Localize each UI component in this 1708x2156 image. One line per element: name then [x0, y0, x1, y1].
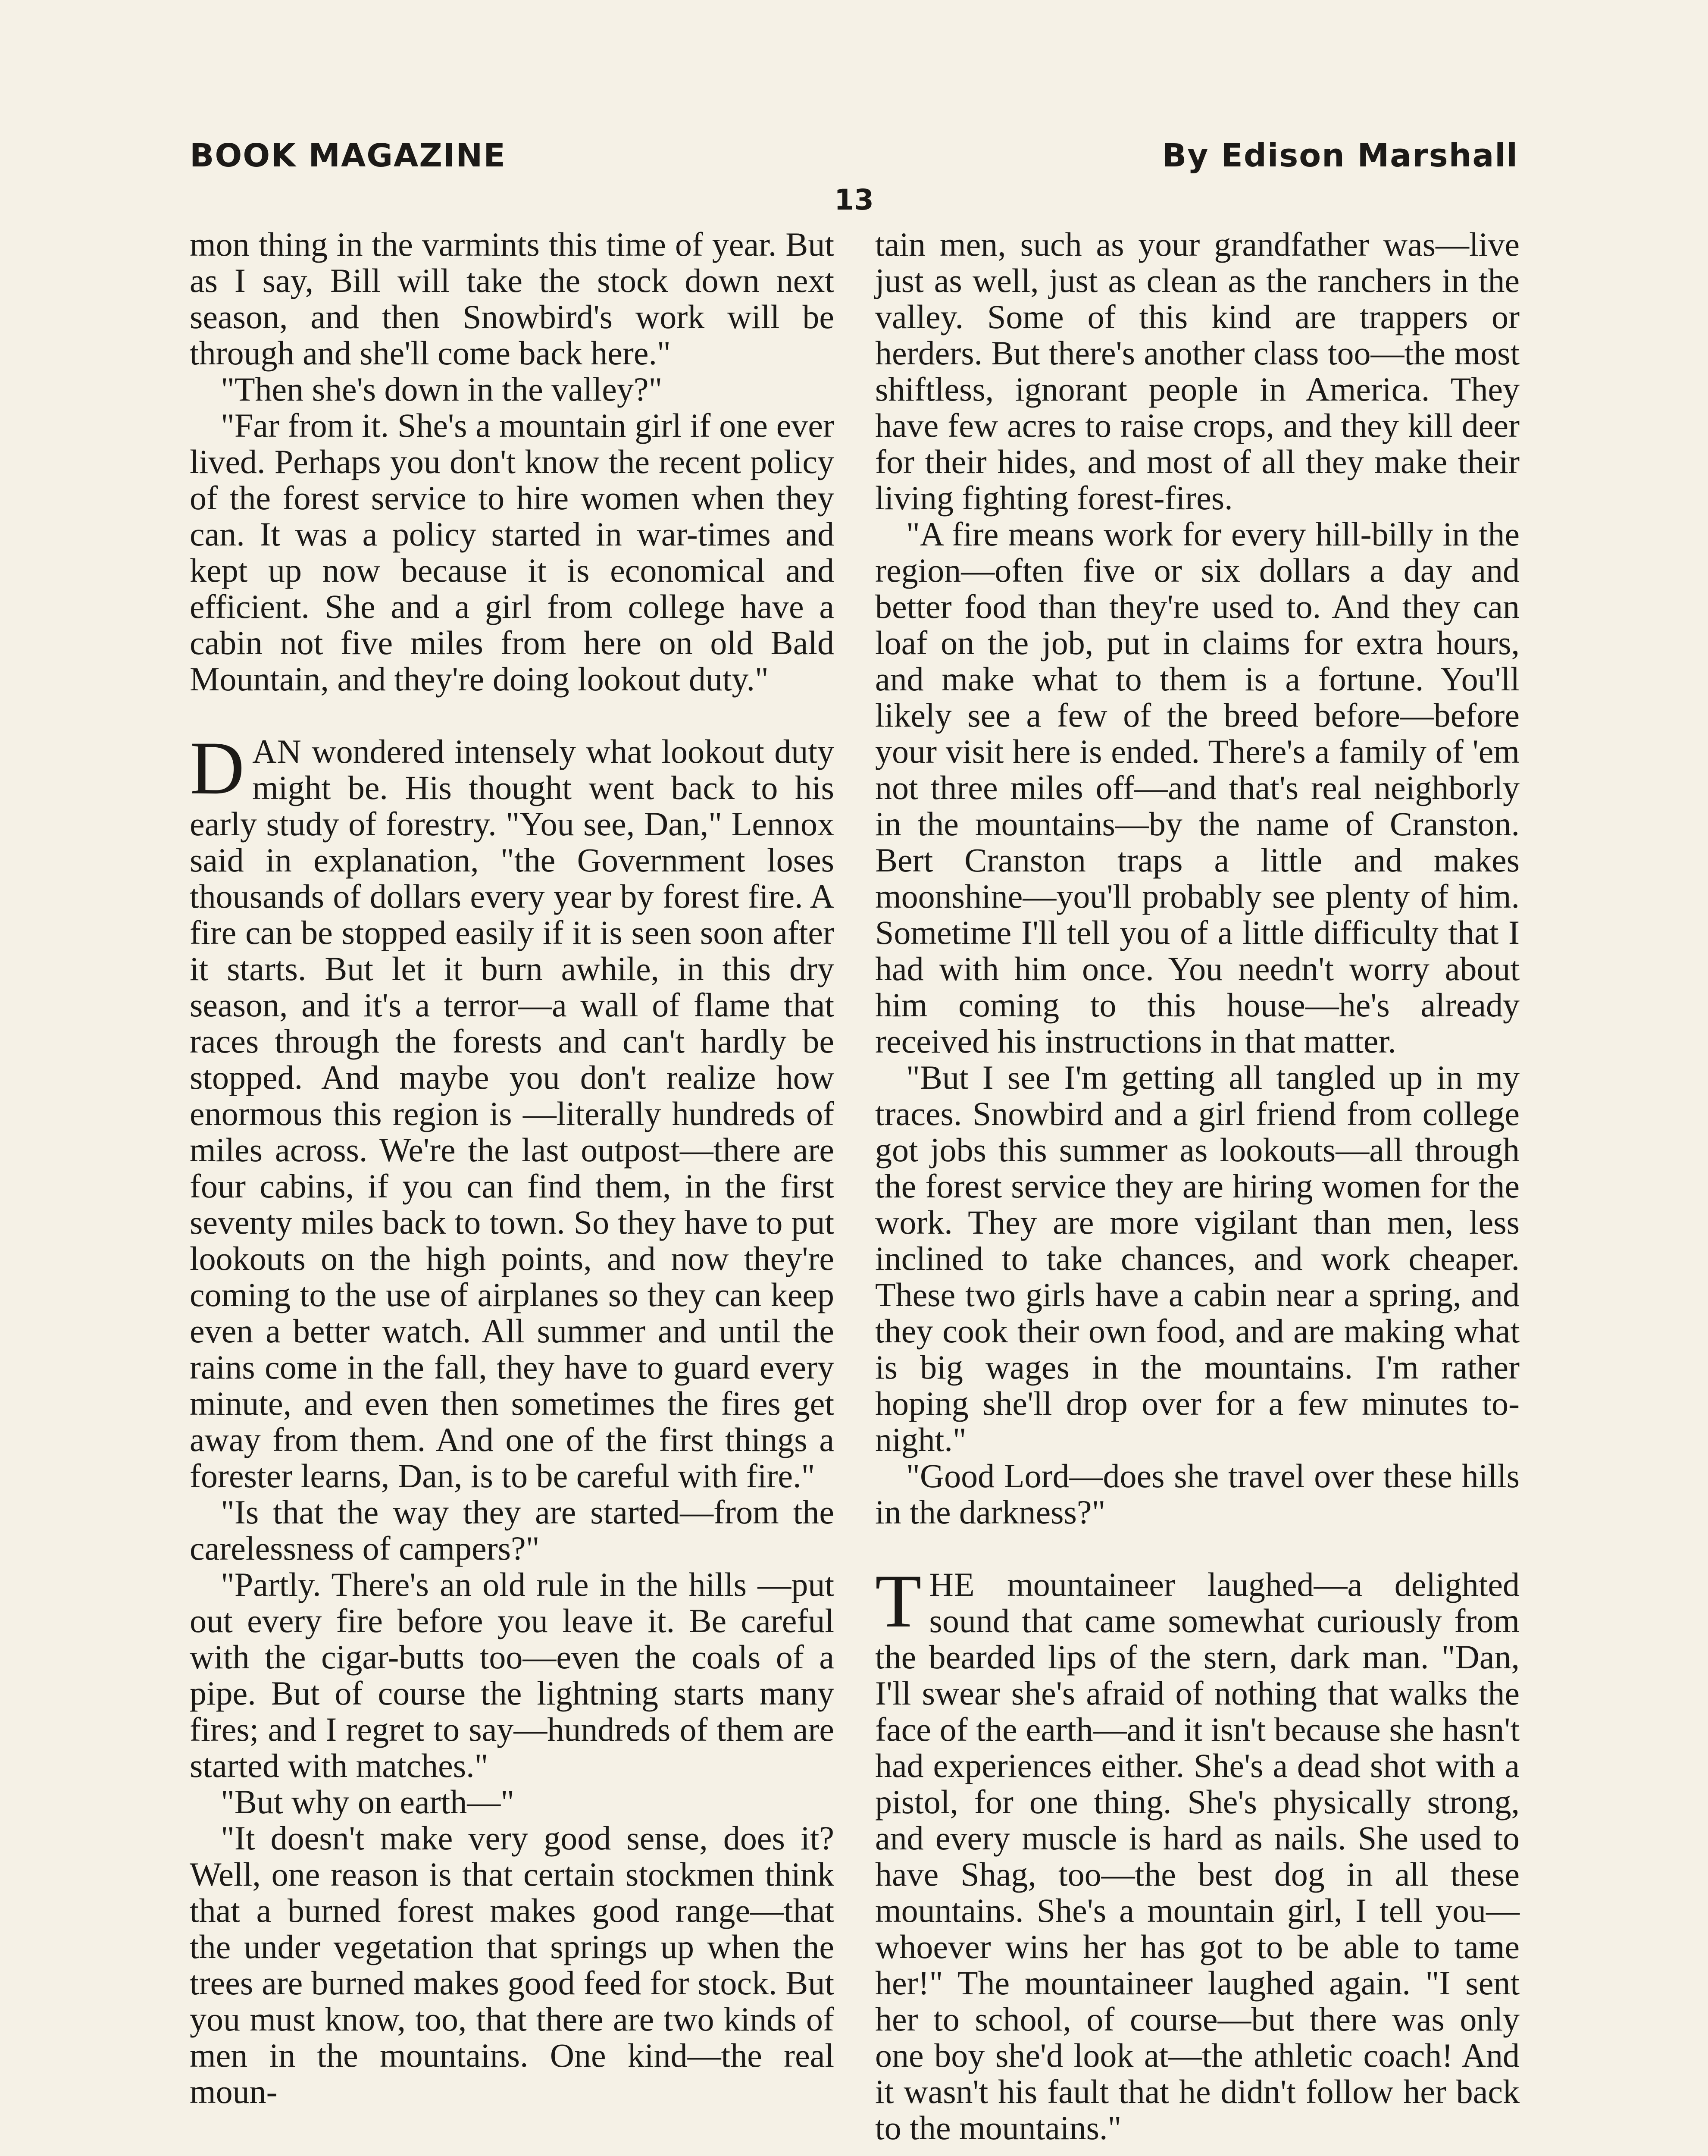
author-byline: By Edison Marshall	[1162, 137, 1518, 174]
paragraph: "Is that the way they are started—from the carelessness of campers?"	[190, 1493, 834, 1567]
small-caps-lead: HE	[929, 1566, 975, 1603]
section-paragraph	[875, 1559, 1520, 2147]
paragraph: "But why on earth—"	[221, 1783, 515, 1821]
left-column	[190, 226, 834, 2110]
magazine-title: BOOK MAGAZINE	[190, 137, 506, 174]
paragraph: "Then she's down in the valley?"	[221, 370, 663, 408]
paragraph: "Partly. There's an old rule in the hills —put out every fire before you leave it. Be careful with the cigar-butts too—even the coals of a pipe. But of course the lightning starts many fires; and I regret to say—hundreds of them are started with matches."	[190, 1566, 834, 1784]
paragraph-text: wondered intensely what lookout duty might be. His thought went back to his early study of forestry. "You see, Dan," Lennox said in explanation, "the Government loses thousands of dollars every year by forest fire. A fire can be stopped easily if it is seen soon after it starts. But let it burn awhile, in this dry season, and it's a terror—a wall of flame that races through the forests and can't hardly be stopped. And maybe you don't realize how enormous this region is —literally hundreds of miles across. We're the last outpost—there are four cabins, if you can find them, in the first seventy miles back to town. So they have to put lookouts on the high points, and now they're coming to the use of airplanes so they can keep even a better watch. All summer and until the rains come in the fall, they have to guard every minute, and even then sometimes the fires get away from them. And one of the first things a forester learns, Dan, is to be careful with fire."	[190, 733, 834, 1495]
paragraph: tain men, such as your grandfather was—live just as well, just as clean as the ranchers in the valley. Some of this kind are trappers or herders. But there's another class too—the most shiftless, ignorant people in America. They have few acres to raise crops, and they kill deer for their hides, and most of all they make their living fighting forest-fires.	[875, 226, 1520, 517]
drop-cap: D	[190, 726, 245, 810]
paragraph: mon thing in the varmints this time of year. But as I say, Bill will take the stock down next season, and then Snowbird's work will be through and she'll come back here."	[190, 226, 834, 372]
right-column	[875, 226, 1520, 2146]
paragraph-text: mountaineer laughed—a delighted sound that came somewhat curiously from the bearded lips of the stern, dark man. "Dan, I'll swear she's afraid of nothing that walks the face of the earth—and it isn't because she hasn't had experiences either. She's a dead shot with a pistol, for one thing. She's physically strong, and every muscle is hard as nails. She used to have Shag, too—the best dog in all these mountains. She's a mountain girl, I tell you—whoever wins her has got to be able to tame her!" The mountaineer laughed again. "I sent her to school, of course—but there was only one boy she'd look at—the athletic coach! And it wasn't his fault that he didn't follow her back to the mountains."	[875, 1566, 1520, 2147]
paragraph: "A fire means work for every hill-billy in the region—often five or six dollars a day and better food than they're used to. And they can loaf on the job, put in claims for extra hours, and make what to them is a fortune. You'll likely see a few of the breed before—before your visit here is ended. There's a family of 'em not three miles off—and that's real neighborly in the mountains—by the name of Cranston. Bert Cranston traps a little and makes moonshine—you'll probably see plenty of him. Sometime I'll tell you of a little difficulty that I had with him once. You needn't worry about him coming to this house—he's already received his instructions in that matter.	[875, 515, 1520, 1060]
paragraph: "Good Lord—does she travel over these hills in the darkness?"	[875, 1457, 1520, 1531]
paragraph: "Far from it. She's a mountain girl if one ever lived. Perhaps you don't know the recent policy of the forest service to hire women when they can. It was a policy started in war-times and kept up now because it is economical and efficient. She and a girl from college have a cabin not five miles from here on old Bald Mountain, and they're doing lookout duty."	[190, 407, 834, 698]
drop-cap: T	[875, 1559, 922, 1643]
paragraph: "But I see I'm getting all tangled up in my traces. Snowbird and a girl friend from college got jobs this summer as lookouts—all through the forest service they are hiring women for the work. They are more vigilant than men, less inclined to take chances, and work cheaper. These two girls have a cabin near a spring, and they cook their own food, and are making what is big wages in the mountains. I'm rather hoping she'll drop over for a few minutes to-night."	[875, 1059, 1520, 1458]
page-number: 13	[834, 183, 874, 216]
paragraph: "It doesn't make very good sense, does it? Well, one reason is that certain stockmen think that a burned forest makes good range—that the under vegetation that springs up when the trees are burned makes good feed for stock. But you must know, too, that there are two kinds of men in the mountains. One kind—the real moun-	[190, 1819, 834, 2110]
running-header	[190, 137, 1518, 180]
section-paragraph	[190, 726, 834, 1495]
small-caps-lead: AN	[252, 733, 302, 770]
